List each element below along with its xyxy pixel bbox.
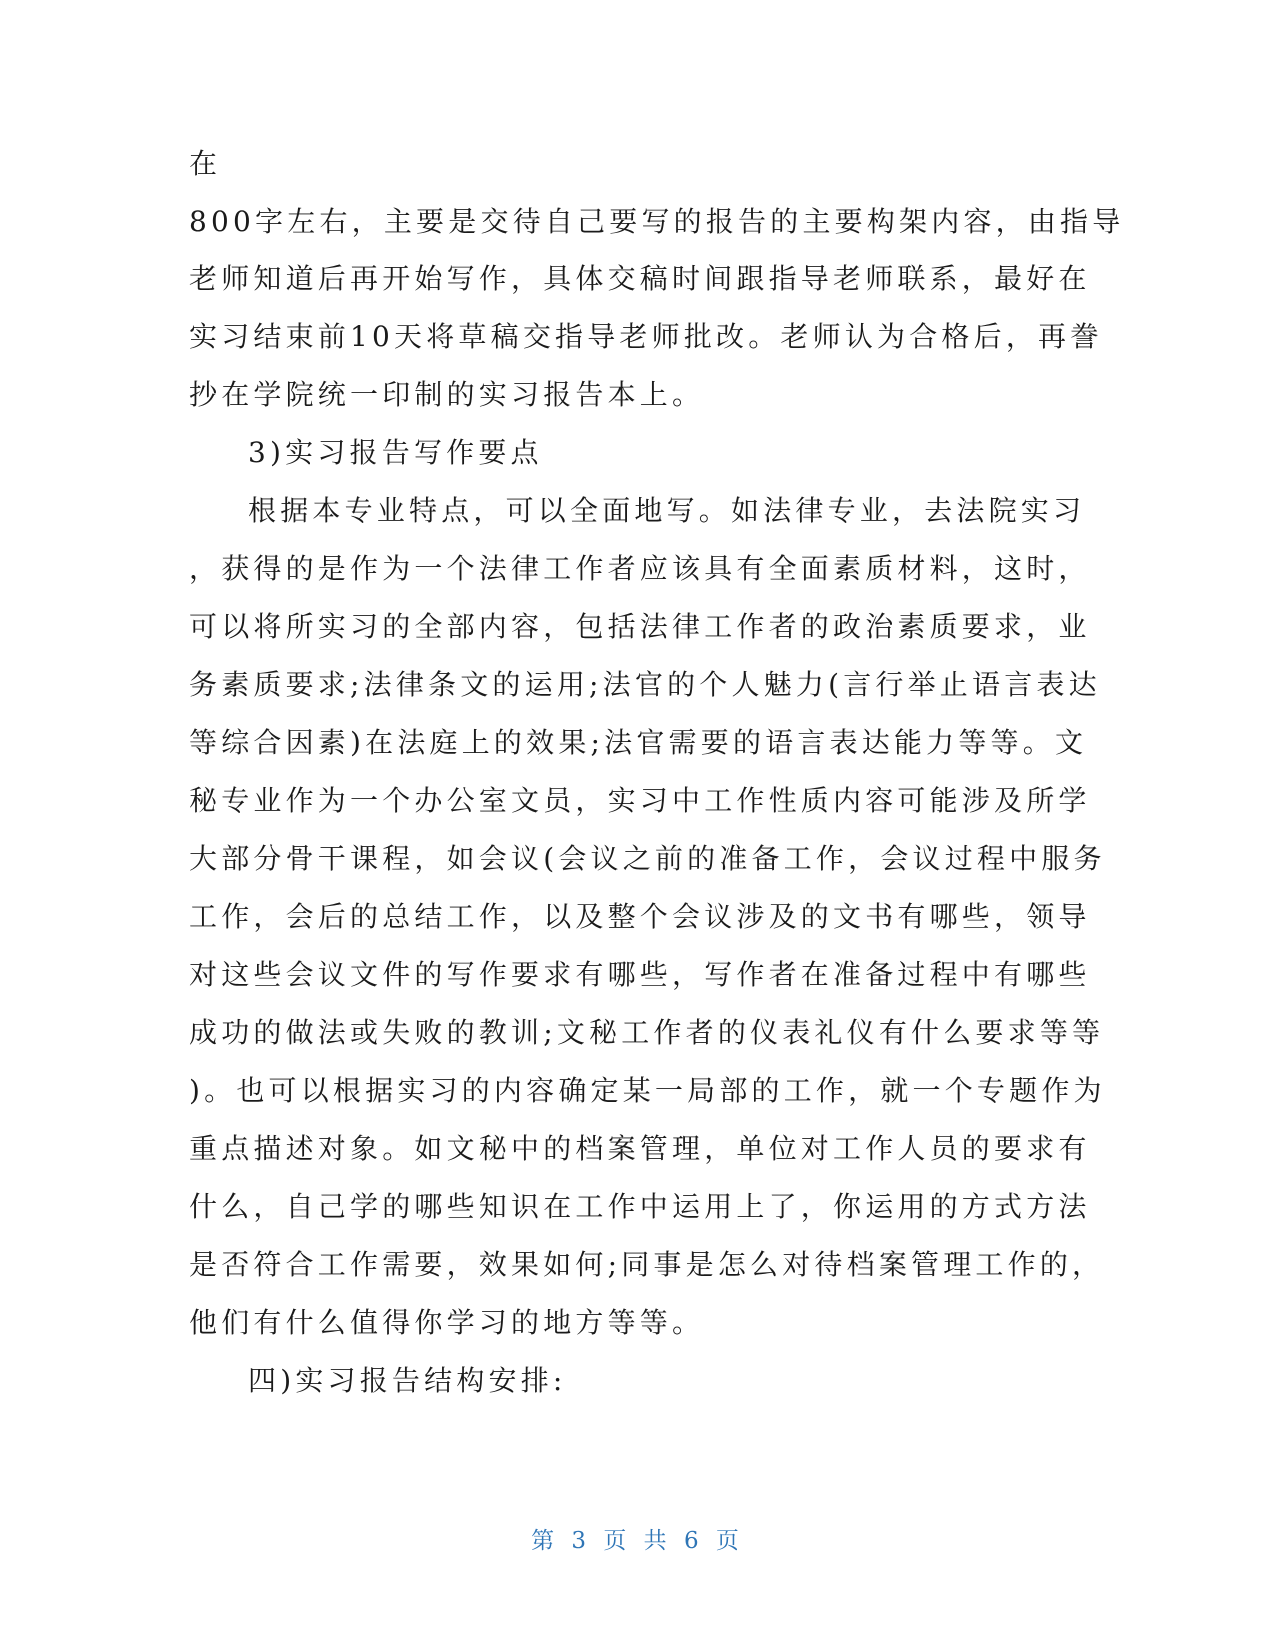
paragraph-line: 800字左右，主要是交待自己要写的报告的主要构架内容，由指导 xyxy=(189,205,1125,238)
paragraph-line: 务素质要求;法律条文的运用;法官的个人魅力(言行举止语言表达 xyxy=(189,668,1101,701)
paragraph-line: 他们有什么值得你学习的地方等等。 xyxy=(189,1306,705,1339)
paragraph-line: 在 xyxy=(189,147,222,180)
section-heading: 四)实习报告结构安排: xyxy=(248,1364,567,1397)
paragraph-line: 什么，自己学的哪些知识在工作中运用上了，你运用的方式方法 xyxy=(189,1190,1091,1223)
paragraph-line: 等综合因素)在法庭上的效果;法官需要的语言表达能力等等。文 xyxy=(189,726,1088,759)
paragraph-line: 可以将所实习的全部内容，包括法律工作者的政治素质要求，业 xyxy=(189,610,1091,643)
paragraph-line: 秘专业作为一个办公室文员，实习中工作性质内容可能涉及所学 xyxy=(189,784,1091,817)
paragraph-line: 根据本专业特点，可以全面地写。如法律专业，去法院实习 xyxy=(248,494,1086,527)
paragraph-line: 重点描述对象。如文秘中的档案管理，单位对工作人员的要求有 xyxy=(189,1132,1091,1165)
paragraph-line: )。也可以根据实习的内容确定某一局部的工作，就一个专题作为 xyxy=(189,1074,1106,1107)
paragraph-line: 对这些会议文件的写作要求有哪些，写作者在准备过程中有哪些 xyxy=(189,958,1091,991)
paragraph-line: 成功的做法或失败的教训;文秘工作者的仪表礼仪有什么要求等等 xyxy=(189,1016,1105,1049)
paragraph-line: 大部分骨干课程，如会议(会议之前的准备工作，会议过程中服务 xyxy=(189,842,1106,875)
page-number-footer: 第 3 页 共 6 页 xyxy=(531,1528,744,1554)
paragraph-line: 实习结束前10天将草稿交指导老师批改。老师认为合格后，再誊 xyxy=(189,320,1103,353)
paragraph-line: 老师知道后再开始写作，具体交稿时间跟指导老师联系，最好在 xyxy=(189,262,1091,295)
paragraph-line: ，获得的是作为一个法律工作者应该具有全面素质材料，这时， xyxy=(189,552,1091,585)
section-heading: 3)实习报告写作要点 xyxy=(248,436,543,469)
paragraph-line: 工作，会后的总结工作，以及整个会议涉及的文书有哪些，领导 xyxy=(189,900,1091,933)
paragraph-line: 抄在学院统一印制的实习报告本上。 xyxy=(189,378,705,411)
paragraph-line: 是否符合工作需要，效果如何;同事是怎么对待档案管理工作的， xyxy=(189,1248,1105,1281)
